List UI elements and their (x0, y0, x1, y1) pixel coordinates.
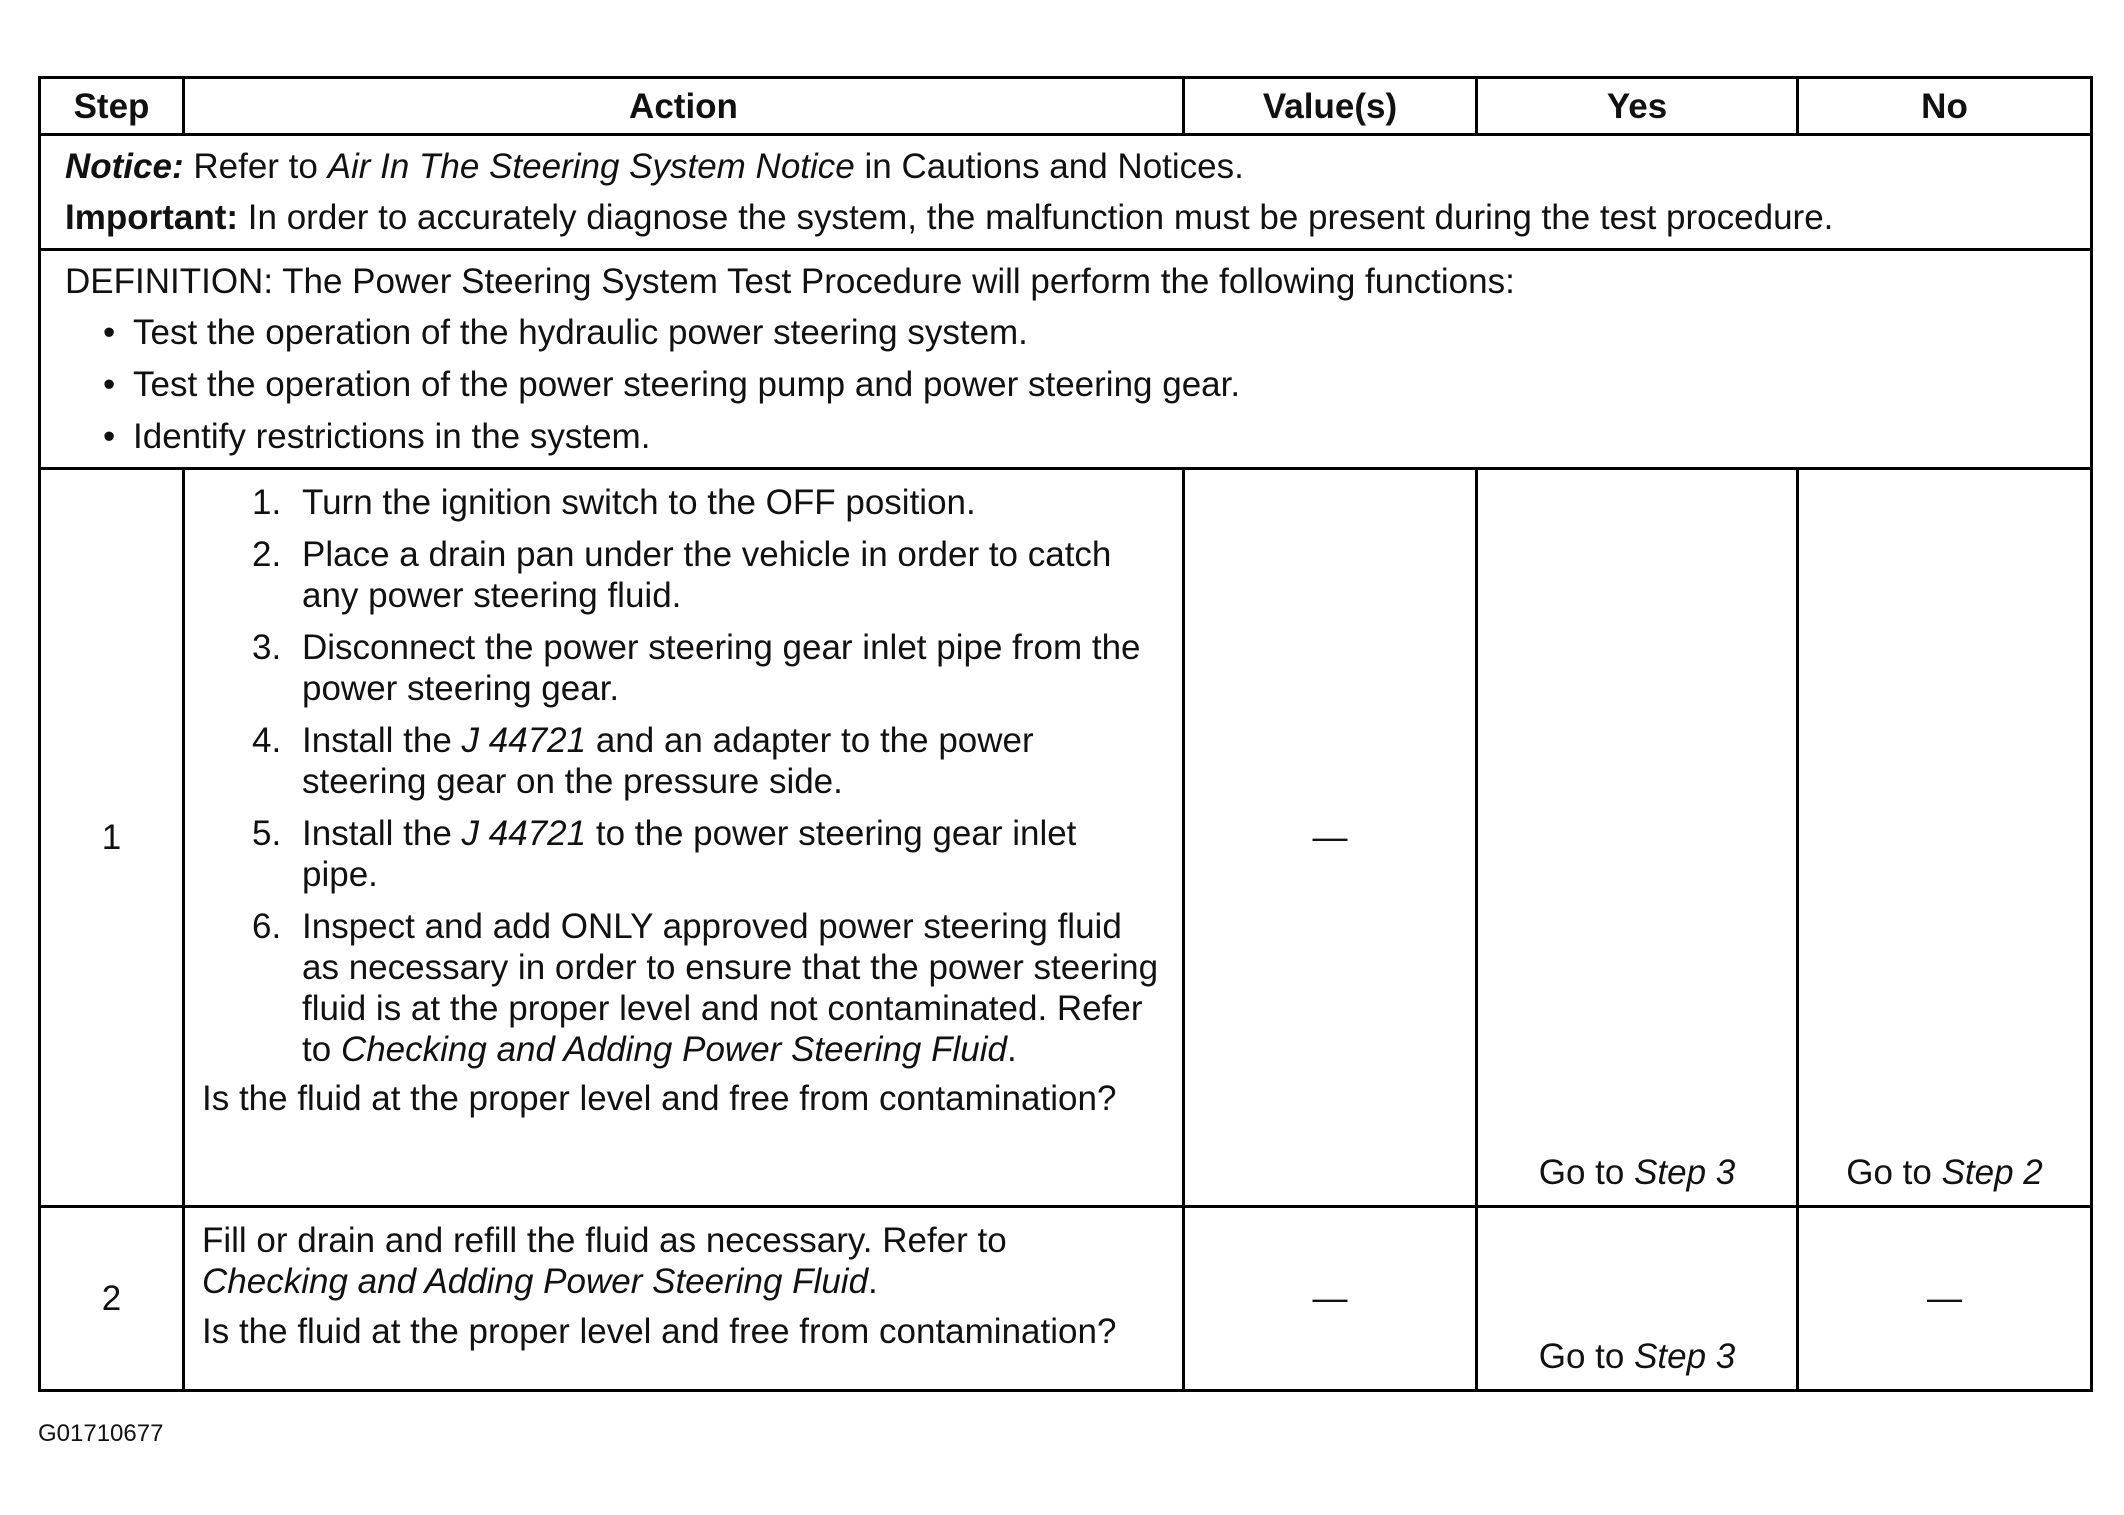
step-2-no: — (1798, 1207, 2092, 1391)
header-no: No (1798, 78, 2092, 135)
instruction-text: . (868, 1262, 878, 1301)
instruction-text: to the power steering gear inlet pipe. (302, 814, 1077, 894)
tool-reference: J 44721 (461, 814, 587, 853)
definition-bullet: • Identify restrictions in the system. (103, 416, 2068, 457)
header-step: Step (40, 78, 184, 135)
goto-step-link: Step 3 (1634, 1337, 1736, 1376)
step-1-no (1798, 469, 2092, 1207)
goto-prefix: Go to (1846, 1153, 1932, 1192)
step-number: 1 (40, 469, 184, 1207)
instruction-item (252, 534, 1160, 616)
definition-bullet-list (65, 312, 2068, 457)
step-2-question: Is the fluid at the proper level and free from contamination? (202, 1312, 1117, 1351)
step-2-yes (1477, 1207, 1798, 1391)
instruction-number: 2. (252, 535, 282, 574)
definition-row (40, 250, 2092, 469)
instruction-item (252, 906, 1160, 1070)
step-2-value: — (1184, 1207, 1477, 1391)
notice-label: Notice: (65, 147, 184, 186)
goto-prefix: Go to (1538, 1153, 1625, 1192)
important-label: Important: (65, 198, 239, 237)
step-1-yes (1477, 469, 1798, 1207)
step-number: 2 (40, 1207, 184, 1391)
instruction-text: Fill or drain and refill the fluid as necessary. Refer to (202, 1221, 1007, 1260)
instruction-number: 4. (252, 721, 282, 760)
notice-cell (40, 135, 2092, 250)
instruction-text: Turn the ignition switch to the OFF position. (302, 483, 976, 522)
definition-bullet: • Test the operation of the hydraulic power steering system. (103, 312, 2068, 353)
instruction-text: Disconnect the power steering gear inlet pipe from the power steering gear. (302, 628, 1141, 708)
instruction-item (252, 813, 1160, 895)
instruction-item (252, 720, 1160, 802)
definition-cell (40, 250, 2092, 469)
step-2-row (40, 1207, 2092, 1391)
step-1-value: — (1184, 469, 1477, 1207)
header-values: Value(s) (1184, 78, 1477, 135)
goto-prefix: Go to (1538, 1337, 1625, 1376)
notice-text-2: in Cautions and Notices. (864, 147, 1244, 186)
figure-id-caption: G01710677 (38, 1420, 164, 1447)
header-action: Action (184, 78, 1184, 135)
notice-text-1: Refer to (193, 147, 318, 186)
instruction-number: 1. (252, 483, 282, 522)
step-1-instructions (202, 482, 1160, 1070)
notice-row (40, 135, 2092, 250)
notice-line (65, 146, 2068, 187)
procedure-reference: Checking and Adding Power Steering Fluid (340, 1030, 1007, 1069)
instruction-item (252, 627, 1160, 709)
step-2-instruction (202, 1220, 1160, 1302)
instruction-text: Place a drain pan under the vehicle in order to catch any power steering fluid. (302, 535, 1112, 615)
important-text: In order to accurately diagnose the system, the malfunction must be present during the test procedure. (247, 198, 1834, 237)
instruction-number: 3. (252, 628, 282, 667)
diagnostic-table (38, 76, 2093, 1392)
step-1-action (184, 469, 1184, 1207)
important-line (65, 197, 2068, 238)
notice-reference: Air In The Steering System Notice (327, 147, 855, 186)
header-yes: Yes (1477, 78, 1798, 135)
goto-step-link: Step 2 (1941, 1153, 2043, 1192)
instruction-item (252, 482, 1160, 523)
instruction-number: 5. (252, 814, 282, 853)
step-2-action (184, 1207, 1184, 1391)
definition-intro: DEFINITION: The Power Steering System Test Procedure will perform the following functions: (65, 262, 1515, 301)
step-1-row (40, 469, 2092, 1207)
tool-reference: J 44721 (461, 721, 587, 760)
procedure-reference: Checking and Adding Power Steering Fluid (202, 1262, 869, 1301)
instruction-text: . (1006, 1030, 1017, 1069)
instruction-text: Install the (302, 721, 452, 760)
instruction-text: and an adapter to the power steering gear on the pressure side. (302, 721, 1034, 801)
header-row (40, 78, 2092, 135)
goto-step-link: Step 3 (1634, 1153, 1736, 1192)
definition-bullet: • Test the operation of the power steering pump and power steering gear. (103, 364, 2068, 405)
instruction-text: Inspect and add ONLY approved power steering fluid as necessary in order to ensure that the power steering fluid is at the proper level and not contaminated. Refer to (302, 907, 1159, 1069)
instruction-number: 6. (252, 907, 282, 946)
step-1-question: Is the fluid at the proper level and free from contamination? (202, 1079, 1117, 1118)
instruction-text: Install the (302, 814, 452, 853)
